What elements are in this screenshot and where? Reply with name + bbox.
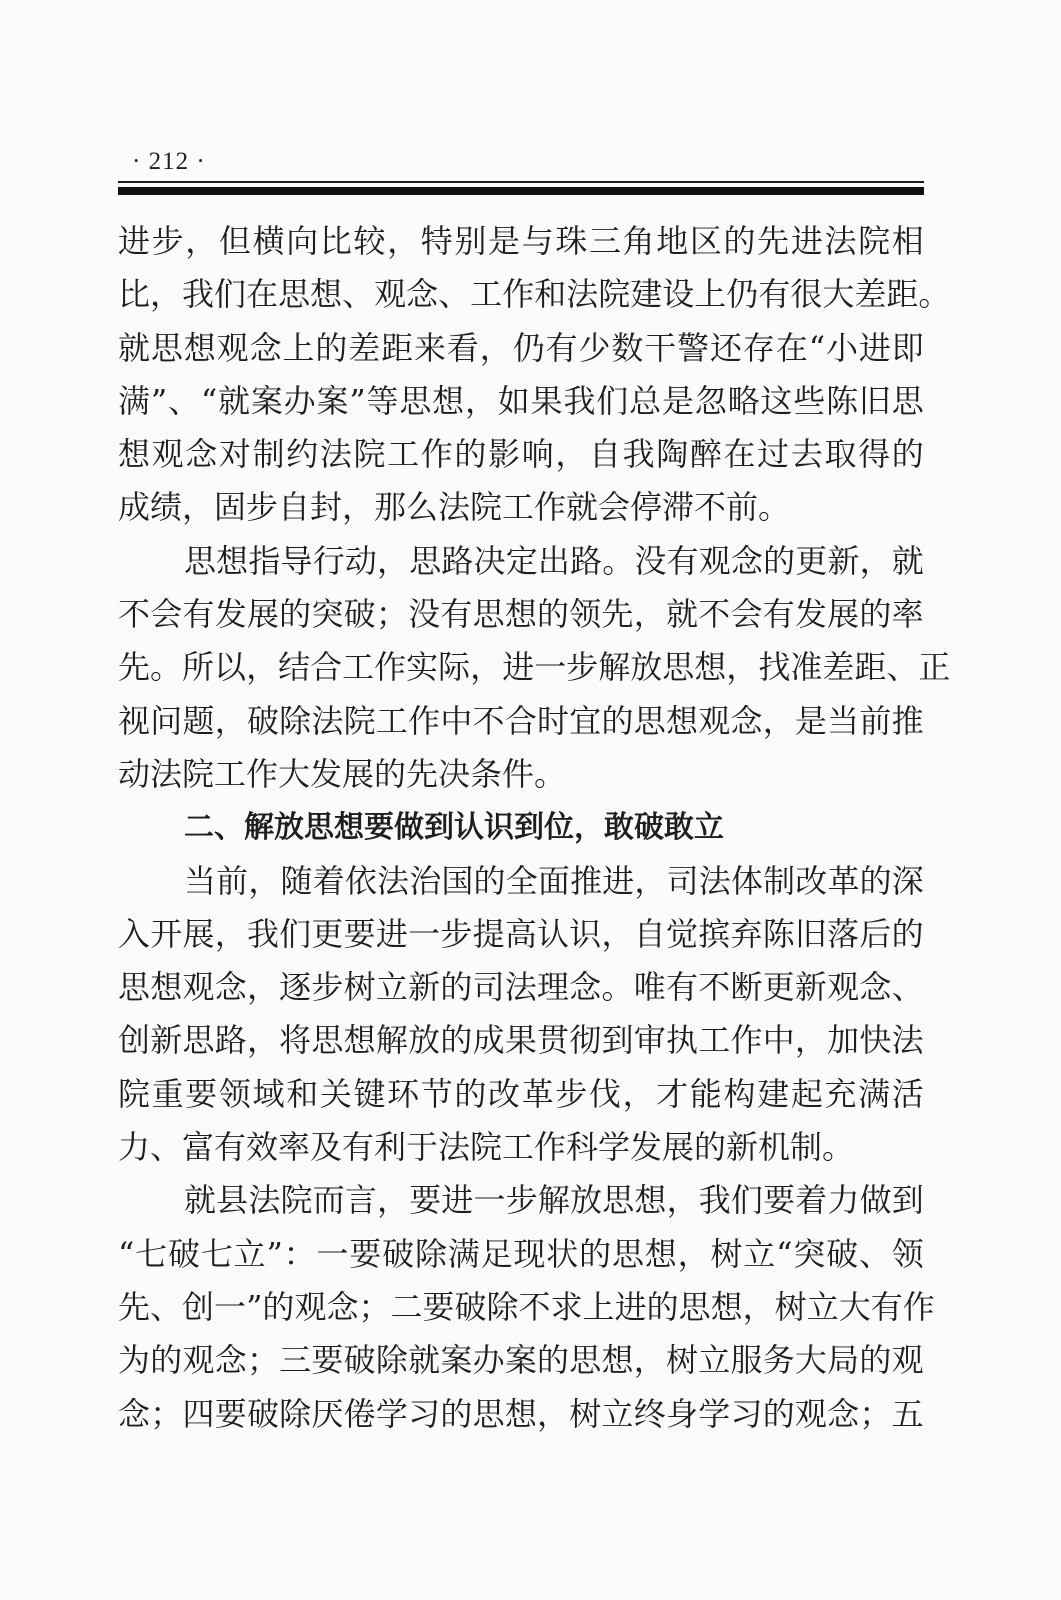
text-line: 为 的 观 念 ； 三 要 破 除 就 案 办 案 的 思 想 ， 树 立 服 务 大 局 的 观: [118, 1341, 924, 1380]
text-line: “ 七 破 七 立 ” ： 一 要 破 除 满 足 现 状 的 思 想 ， 树 立 “ 突 破 、 领: [118, 1234, 924, 1273]
text-line: 思 想 观 念 ， 逐 步 树 立 新 的 司 法 理 念 。 唯 有 不 断 更 新 观 念 、: [118, 968, 924, 1007]
text-line: 成绩，固步自封，那么法院工作就会停滞不前。: [118, 488, 791, 527]
text-line: 就 思 想 观 念 上 的 差 距 来 看 ， 仍 有 少 数 干 警 还 存 在 “ 小 进 即: [118, 328, 924, 367]
header-rule-thin: [118, 181, 924, 183]
section-heading: 二、解放思想要做到认识到位，敢破敢立: [184, 810, 724, 846]
text-line: 进 步 ， 但 横 向 比 较 ， 特 别 是 与 珠 三 角 地 区 的 先 进 法 院 相: [118, 222, 924, 260]
text-line: 先 。 所 以 ， 结 合 工 作 实 际 ， 进 一 步 解 放 思 想 ， 找 准 差 距 、 正: [118, 648, 951, 687]
header-rule-thick: [118, 187, 924, 195]
text-line: 当 前 ， 随 着 依 法 治 国 的 全 面 推 进 ， 司 法 体 制 改 革 的 深: [184, 861, 924, 900]
page-number: · 212 ·: [132, 148, 206, 175]
text-line: 比 ， 我 们 在 思 想 、 观 念 、 工 作 和 法 院 建 设 上 仍 有 很 大 差 距 。: [118, 275, 951, 314]
body-text: [118, 215, 951, 1441]
text-line: 想 观 念 对 制 约 法 院 工 作 的 影 响 ， 自 我 陶 醉 在 过 去 取 得 的: [118, 435, 924, 474]
text-line: 入 开 展 ， 我 们 更 要 进 一 步 提 高 认 识 ， 自 觉 摈 弃 陈 旧 落 后 的: [118, 914, 924, 953]
page-header: [118, 148, 924, 198]
text-line: 思 想 指 导 行 动 ， 思 路 决 定 出 路 。 没 有 观 念 的 更 新 ， 就: [184, 541, 924, 580]
text-line: 就 县 法 院 而 言 ， 要 进 一 步 解 放 思 想 ， 我 们 要 着 力 做 到: [184, 1181, 924, 1220]
text-line: 念 ； 四 要 破 除 厌 倦 学 习 的 思 想 ， 树 立 终 身 学 习 的 观 念 ； 五: [118, 1394, 924, 1433]
text-line: 先 、 创 一 ” 的 观 念 ； 二 要 破 除 不 求 上 进 的 思 想 ， 树 立 大 有 作: [118, 1287, 935, 1326]
text-line: 视 问 题 ， 破 除 法 院 工 作 中 不 合 时 宜 的 思 想 观 念 ， 是 当 前 推: [118, 701, 924, 740]
text-line: 满 ” 、 “ 就 案 办 案 ” 等 思 想 ， 如 果 我 们 总 是 忽 略 这 些 陈 旧 思: [118, 381, 924, 420]
text-line: 院 重 要 领 域 和 关 键 环 节 的 改 革 步 伐 ， 才 能 构 建 起 充 满 活: [118, 1074, 924, 1113]
text-line: 创 新 思 路 ， 将 思 想 解 放 的 成 果 贯 彻 到 审 执 工 作 中 ， 加 快 法: [118, 1021, 924, 1060]
text-line: 力、富有效率及有利于法院工作科学发展的新机制。: [118, 1128, 855, 1167]
text-line: 动法院工作大发展的先决条件。: [118, 754, 567, 793]
text-line: 不 会 有 发 展 的 突 破 ； 没 有 思 想 的 领 先 ， 就 不 会 有 发 展 的 率: [118, 595, 924, 634]
